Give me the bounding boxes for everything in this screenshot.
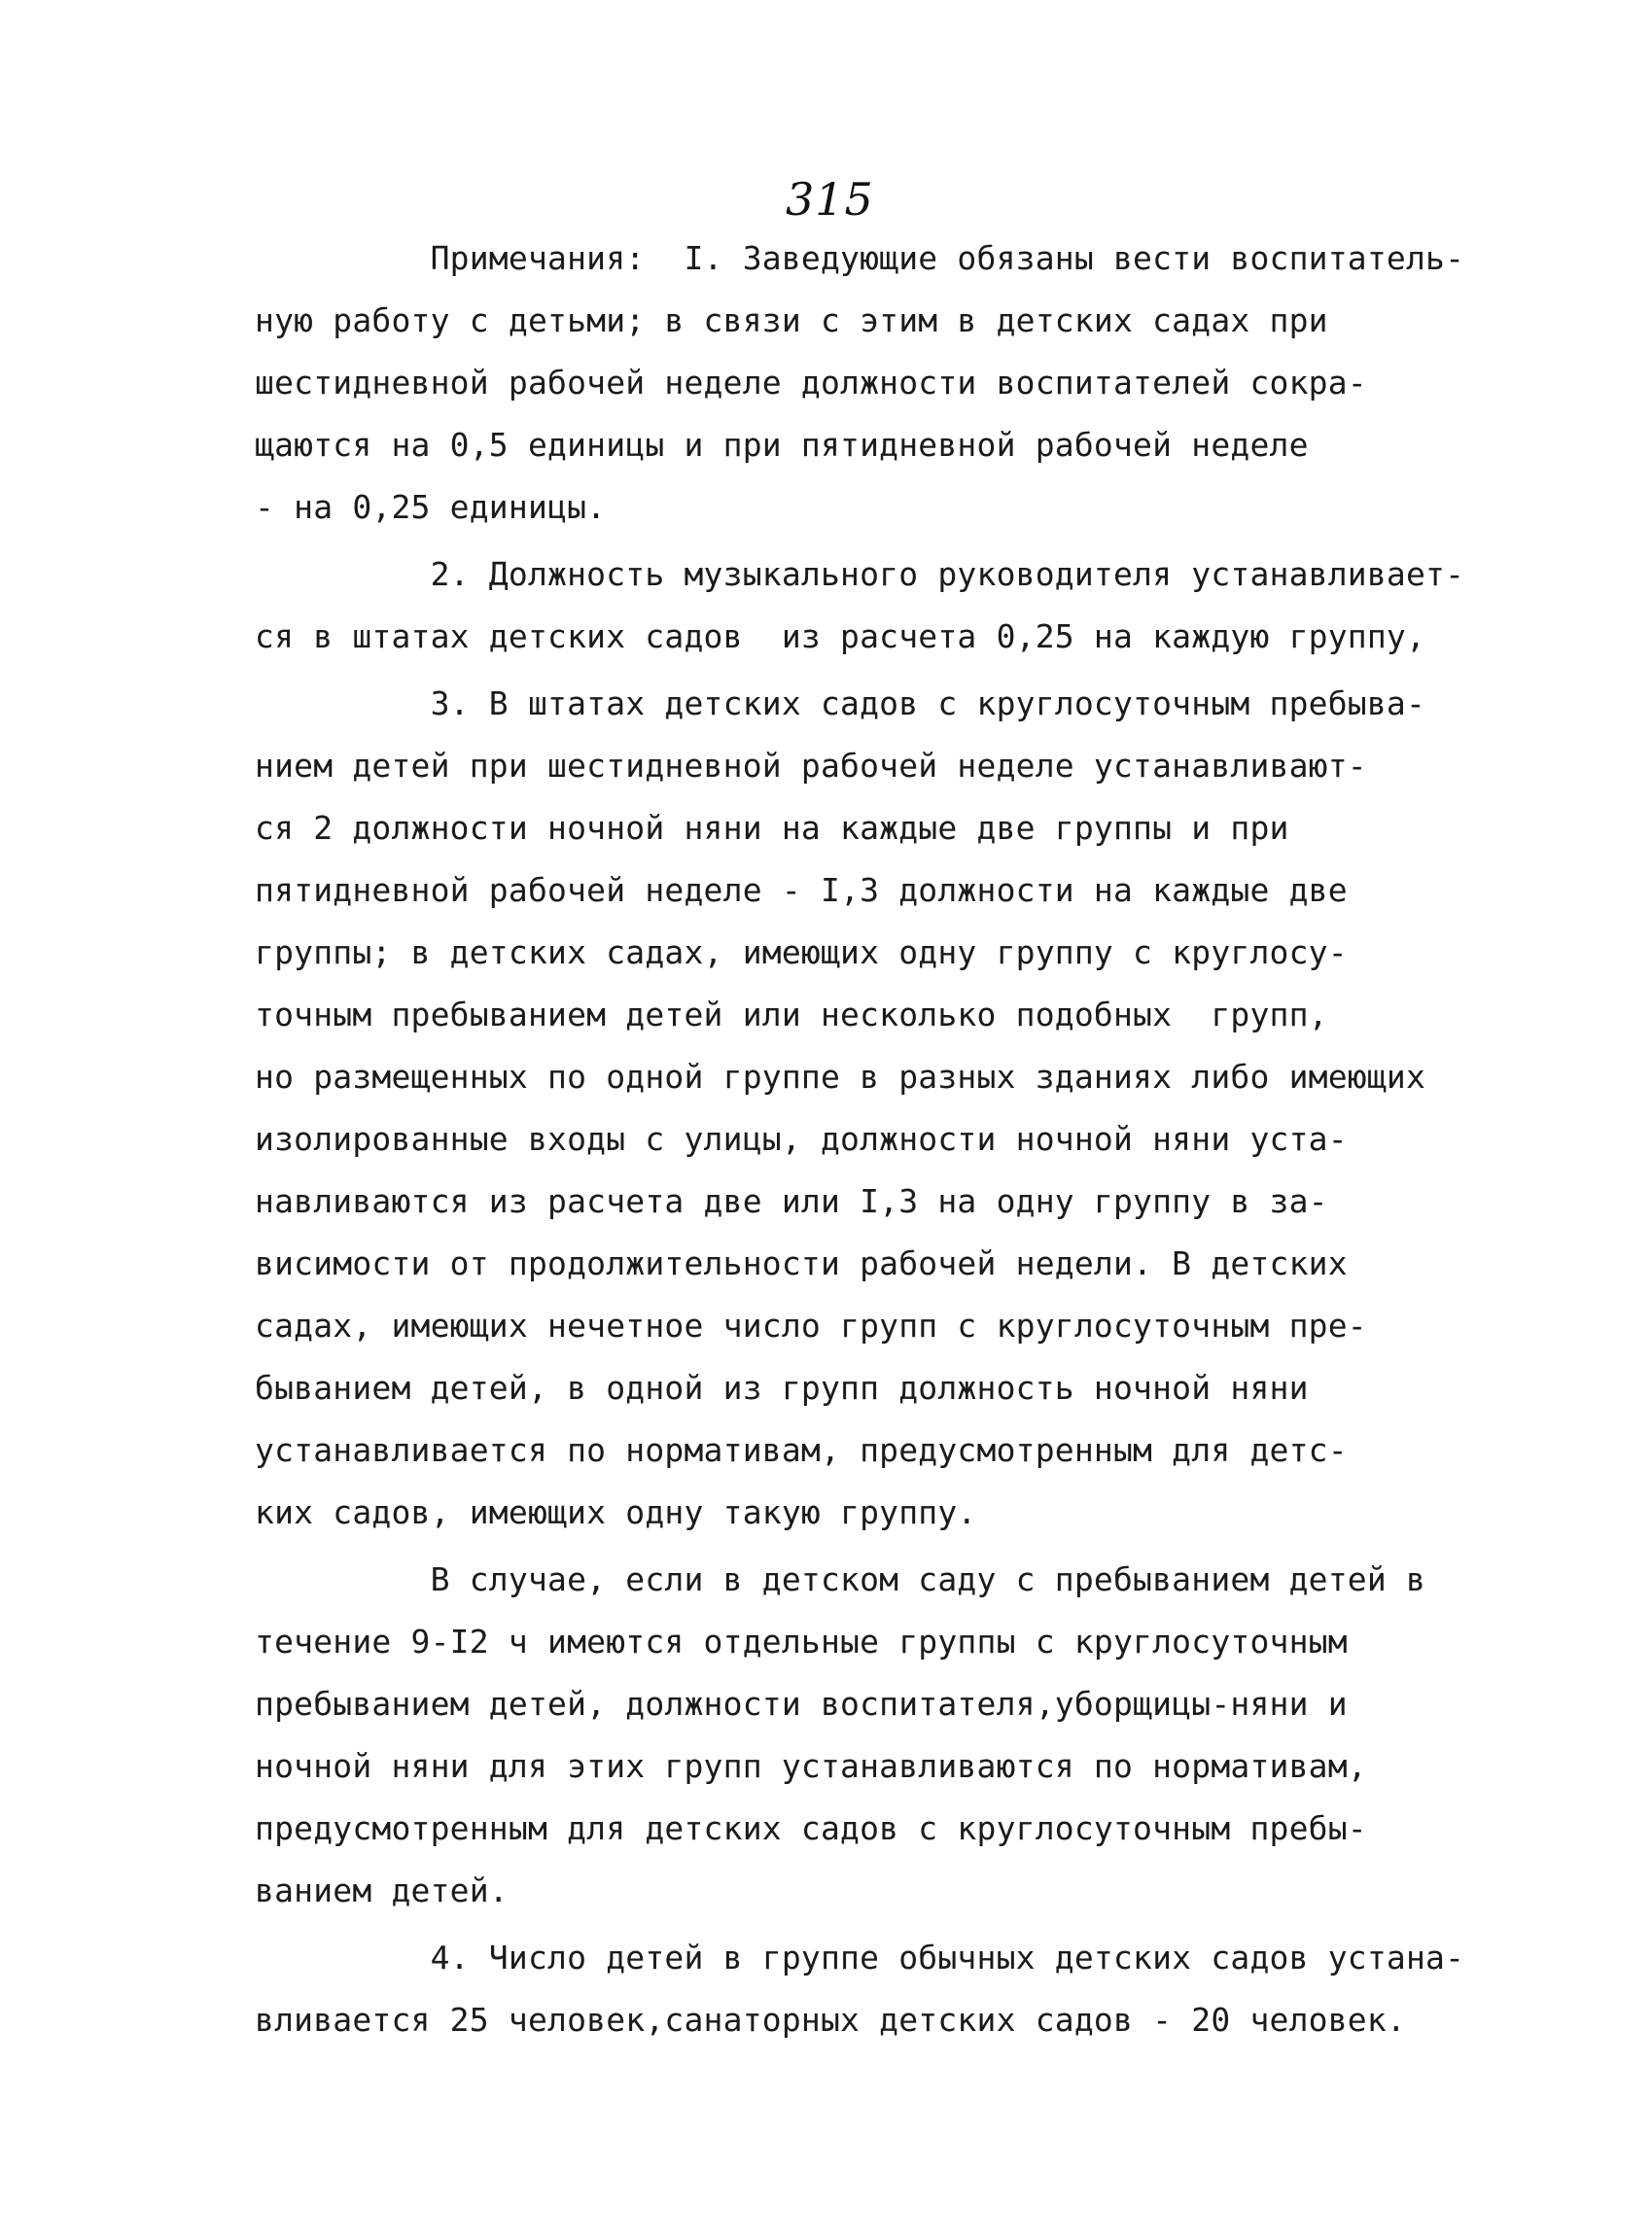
notes-text <box>255 227 1465 2051</box>
text-line: навливаются из расчета две или I,3 на одну группу в за- <box>255 1182 1328 1220</box>
text-line: ванием детей. <box>255 1872 509 1909</box>
text-line: ся 2 должности ночной няни на каждые две группы и при <box>255 809 1289 847</box>
text-line: 4. Число детей в группе обычных детских садов устана- <box>255 1939 1465 1977</box>
text-line: шестидневной рабочей неделе должности воспитателей сокра- <box>255 364 1367 402</box>
text-line: ся в штатах детских садов из расчета 0,25 на каждую группу, <box>255 617 1426 655</box>
text-line: пятидневной рабочей неделе - I,3 должности на каждые две <box>255 871 1348 909</box>
text-line: устанавливается по нормативам, предусмотренным для детс- <box>255 1431 1348 1469</box>
text-line: вливается 25 человек,санаторных детских садов - 20 человек. <box>255 2001 1406 2039</box>
text-line: 2. Должность музыкального руководителя устанавливает- <box>255 555 1465 593</box>
text-line: 3. В штатах детских садов с круглосуточным пребыва- <box>255 684 1426 722</box>
text-line: течение 9-I2 ч имеются отдельные группы с круглосуточным <box>255 1623 1348 1661</box>
text-line: садах, имеющих нечетное число групп с круглосуточным пре- <box>255 1307 1367 1345</box>
text-line: быванием детей, в одной из групп должность ночной няни <box>255 1369 1309 1407</box>
text-line: висимости от продолжительности рабочей недели. В детских <box>255 1244 1348 1282</box>
text-line: ную работу с детьми; в связи с этим в детских садах при <box>255 301 1328 339</box>
text-line: ких садов, имеющих одну такую группу. <box>255 1493 977 1531</box>
text-line: щаются на 0,5 единицы и при пятидневной рабочей неделе <box>255 426 1309 464</box>
text-line: группы; в детских садах, имеющих одну группу с круглосу- <box>255 933 1348 971</box>
text-line: Примечания: I. Заведующие обязаны вести воспитатель- <box>255 239 1465 277</box>
text-line: точным пребыванием детей или несколько подобных групп, <box>255 996 1328 1033</box>
text-line: пребыванием детей, должности воспитателя,уборщицы-няни и <box>255 1685 1348 1723</box>
text-line: ночной няни для этих групп устанавливаются по нормативам, <box>255 1747 1367 1785</box>
text-line: предусмотренным для детских садов с круглосуточным пребы- <box>255 1809 1367 1847</box>
text-line: нием детей при шестидневной рабочей неделе устанавливают- <box>255 747 1367 785</box>
text-line: В случае, если в детском саду с пребыванием детей в <box>255 1560 1426 1598</box>
text-line: но размещенных по одной группе в разных зданиях либо имеющих <box>255 1058 1426 1096</box>
text-line: изолированные входы с улицы, должности ночной няни уста- <box>255 1120 1348 1158</box>
text-line: - на 0,25 единицы. <box>255 488 607 526</box>
page-number: 315 <box>786 173 874 226</box>
